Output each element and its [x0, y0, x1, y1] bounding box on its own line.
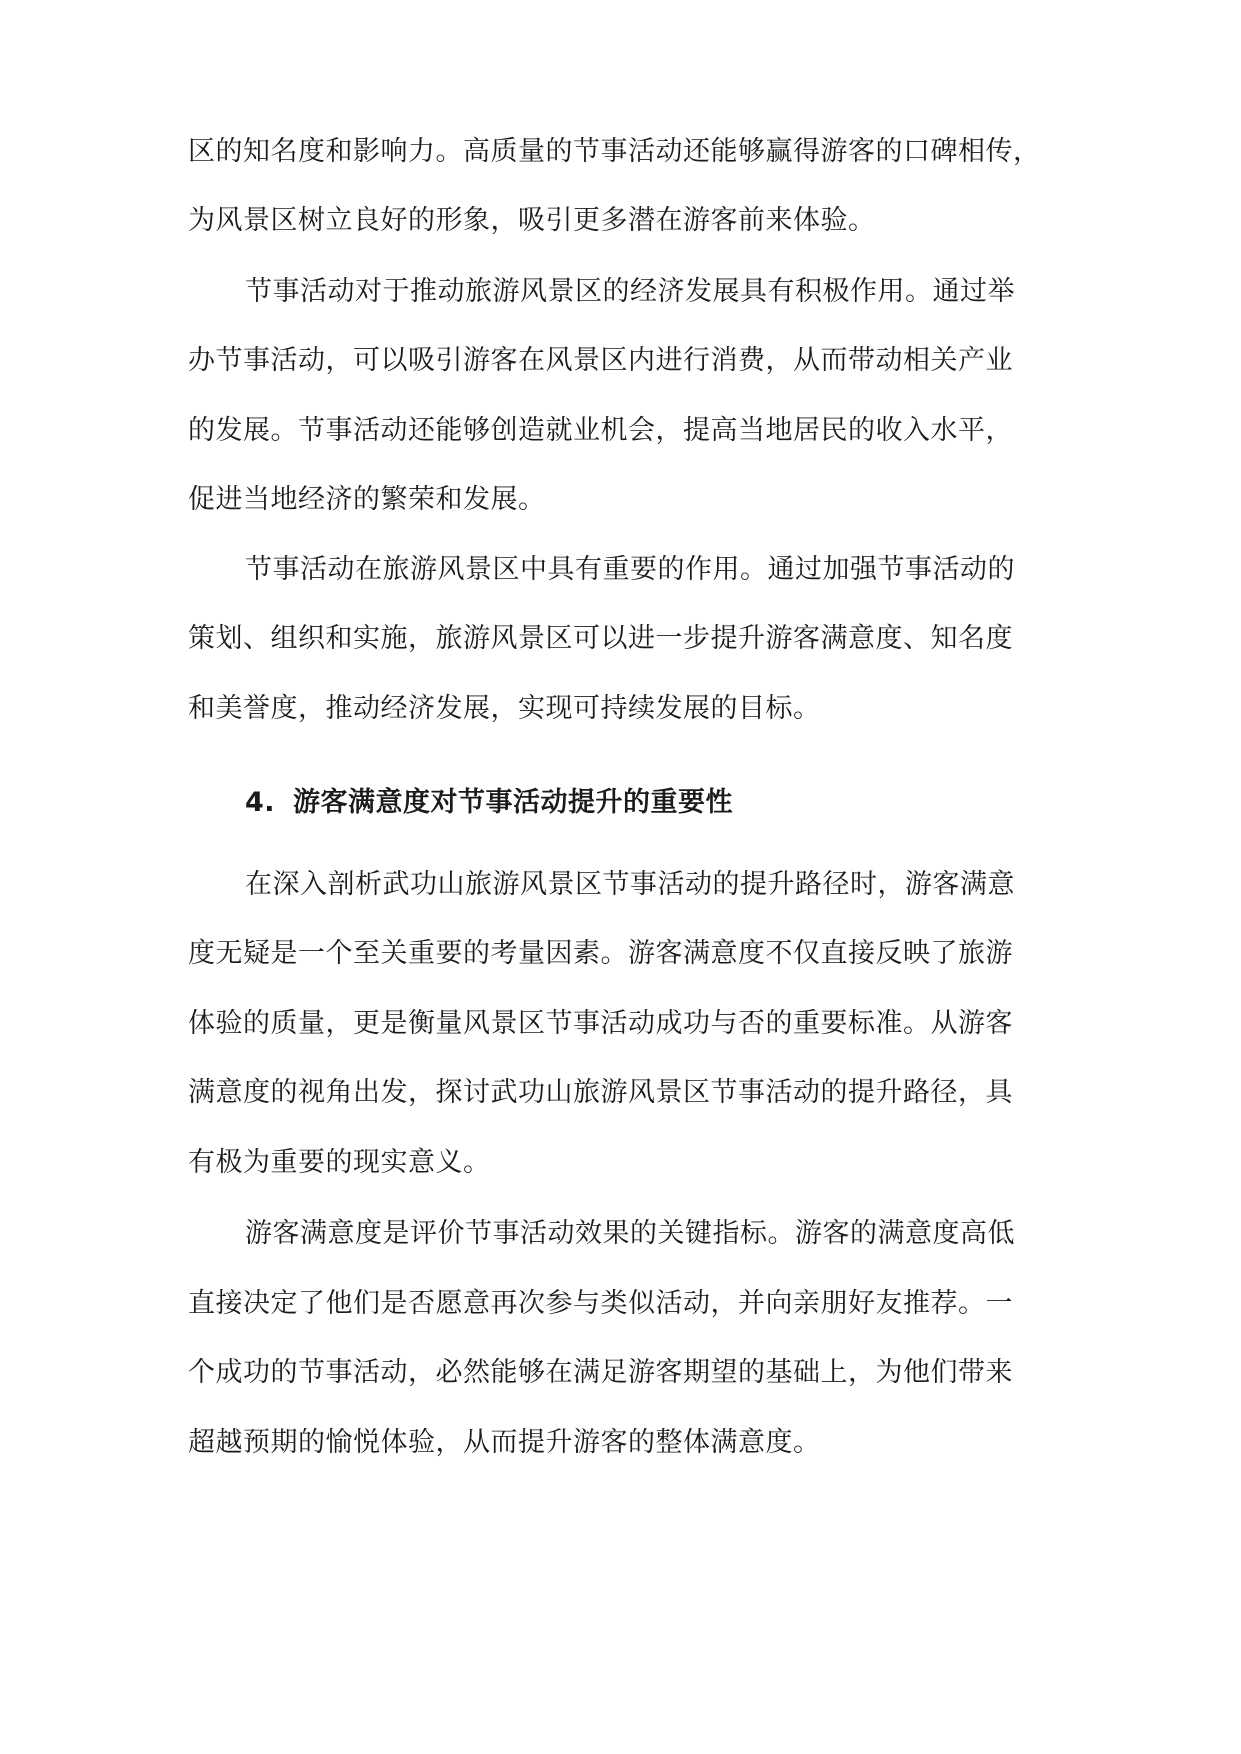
section-heading: [245, 785, 733, 821]
paragraph-line: 办节事活动，可以吸引游客在风景区内进行消费，从而带动相关产业: [188, 345, 1013, 376]
paragraph-line: 度无疑是一个至关重要的考量因素。游客满意度不仅直接反映了旅游: [188, 938, 1013, 969]
paragraph-line: 的发展。节事活动还能够创造就业机会，提高当地居民的收入水平，: [188, 415, 1013, 446]
paragraph-line: 超越预期的愉悦体验，从而提升游客的整体满意度。: [188, 1427, 821, 1458]
paragraph-line: 节事活动对于推动旅游风景区的经济发展具有积极作用。通过举: [245, 276, 1015, 307]
paragraph-line: 个成功的节事活动，必然能够在满足游客期望的基础上，为他们带来: [188, 1357, 1013, 1388]
paragraph-line: 游客满意度是评价节事活动效果的关键指标。游客的满意度高低: [245, 1218, 1015, 1249]
paragraph-line: 和美誉度，推动经济发展，实现可持续发展的目标。: [188, 693, 821, 724]
paragraph-line: 为风景区树立良好的形象，吸引更多潜在游客前来体验。: [188, 205, 876, 236]
paragraph-line: 区的知名度和影响力。高质量的节事活动还能够赢得游客的口碑相传，: [188, 136, 1041, 167]
paragraph-line: 在深入剖析武功山旅游风景区节事活动的提升路径时，游客满意: [245, 869, 1015, 900]
paragraph-line: 直接决定了他们是否愿意再次参与类似活动，并向亲朋好友推荐。一: [188, 1288, 1013, 1319]
paragraph-line: 节事活动在旅游风景区中具有重要的作用。通过加强节事活动的: [245, 554, 1015, 585]
paragraph-line: 体验的质量，更是衡量风景区节事活动成功与否的重要标准。从游客: [188, 1008, 1013, 1039]
paragraph-line: 策划、组织和实施，旅游风景区可以进一步提升游客满意度、知名度: [188, 623, 1013, 654]
paragraph-line: 有极为重要的现实意义。: [188, 1147, 491, 1178]
paragraph-line: 满意度的视角出发，探讨武功山旅游风景区节事活动的提升路径，具: [188, 1077, 1013, 1108]
section-number: 4.: [245, 787, 276, 818]
paragraph-line: 促进当地经济的繁荣和发展。: [188, 484, 546, 515]
section-title: 游客满意度对节事活动提升的重要性: [293, 787, 734, 818]
